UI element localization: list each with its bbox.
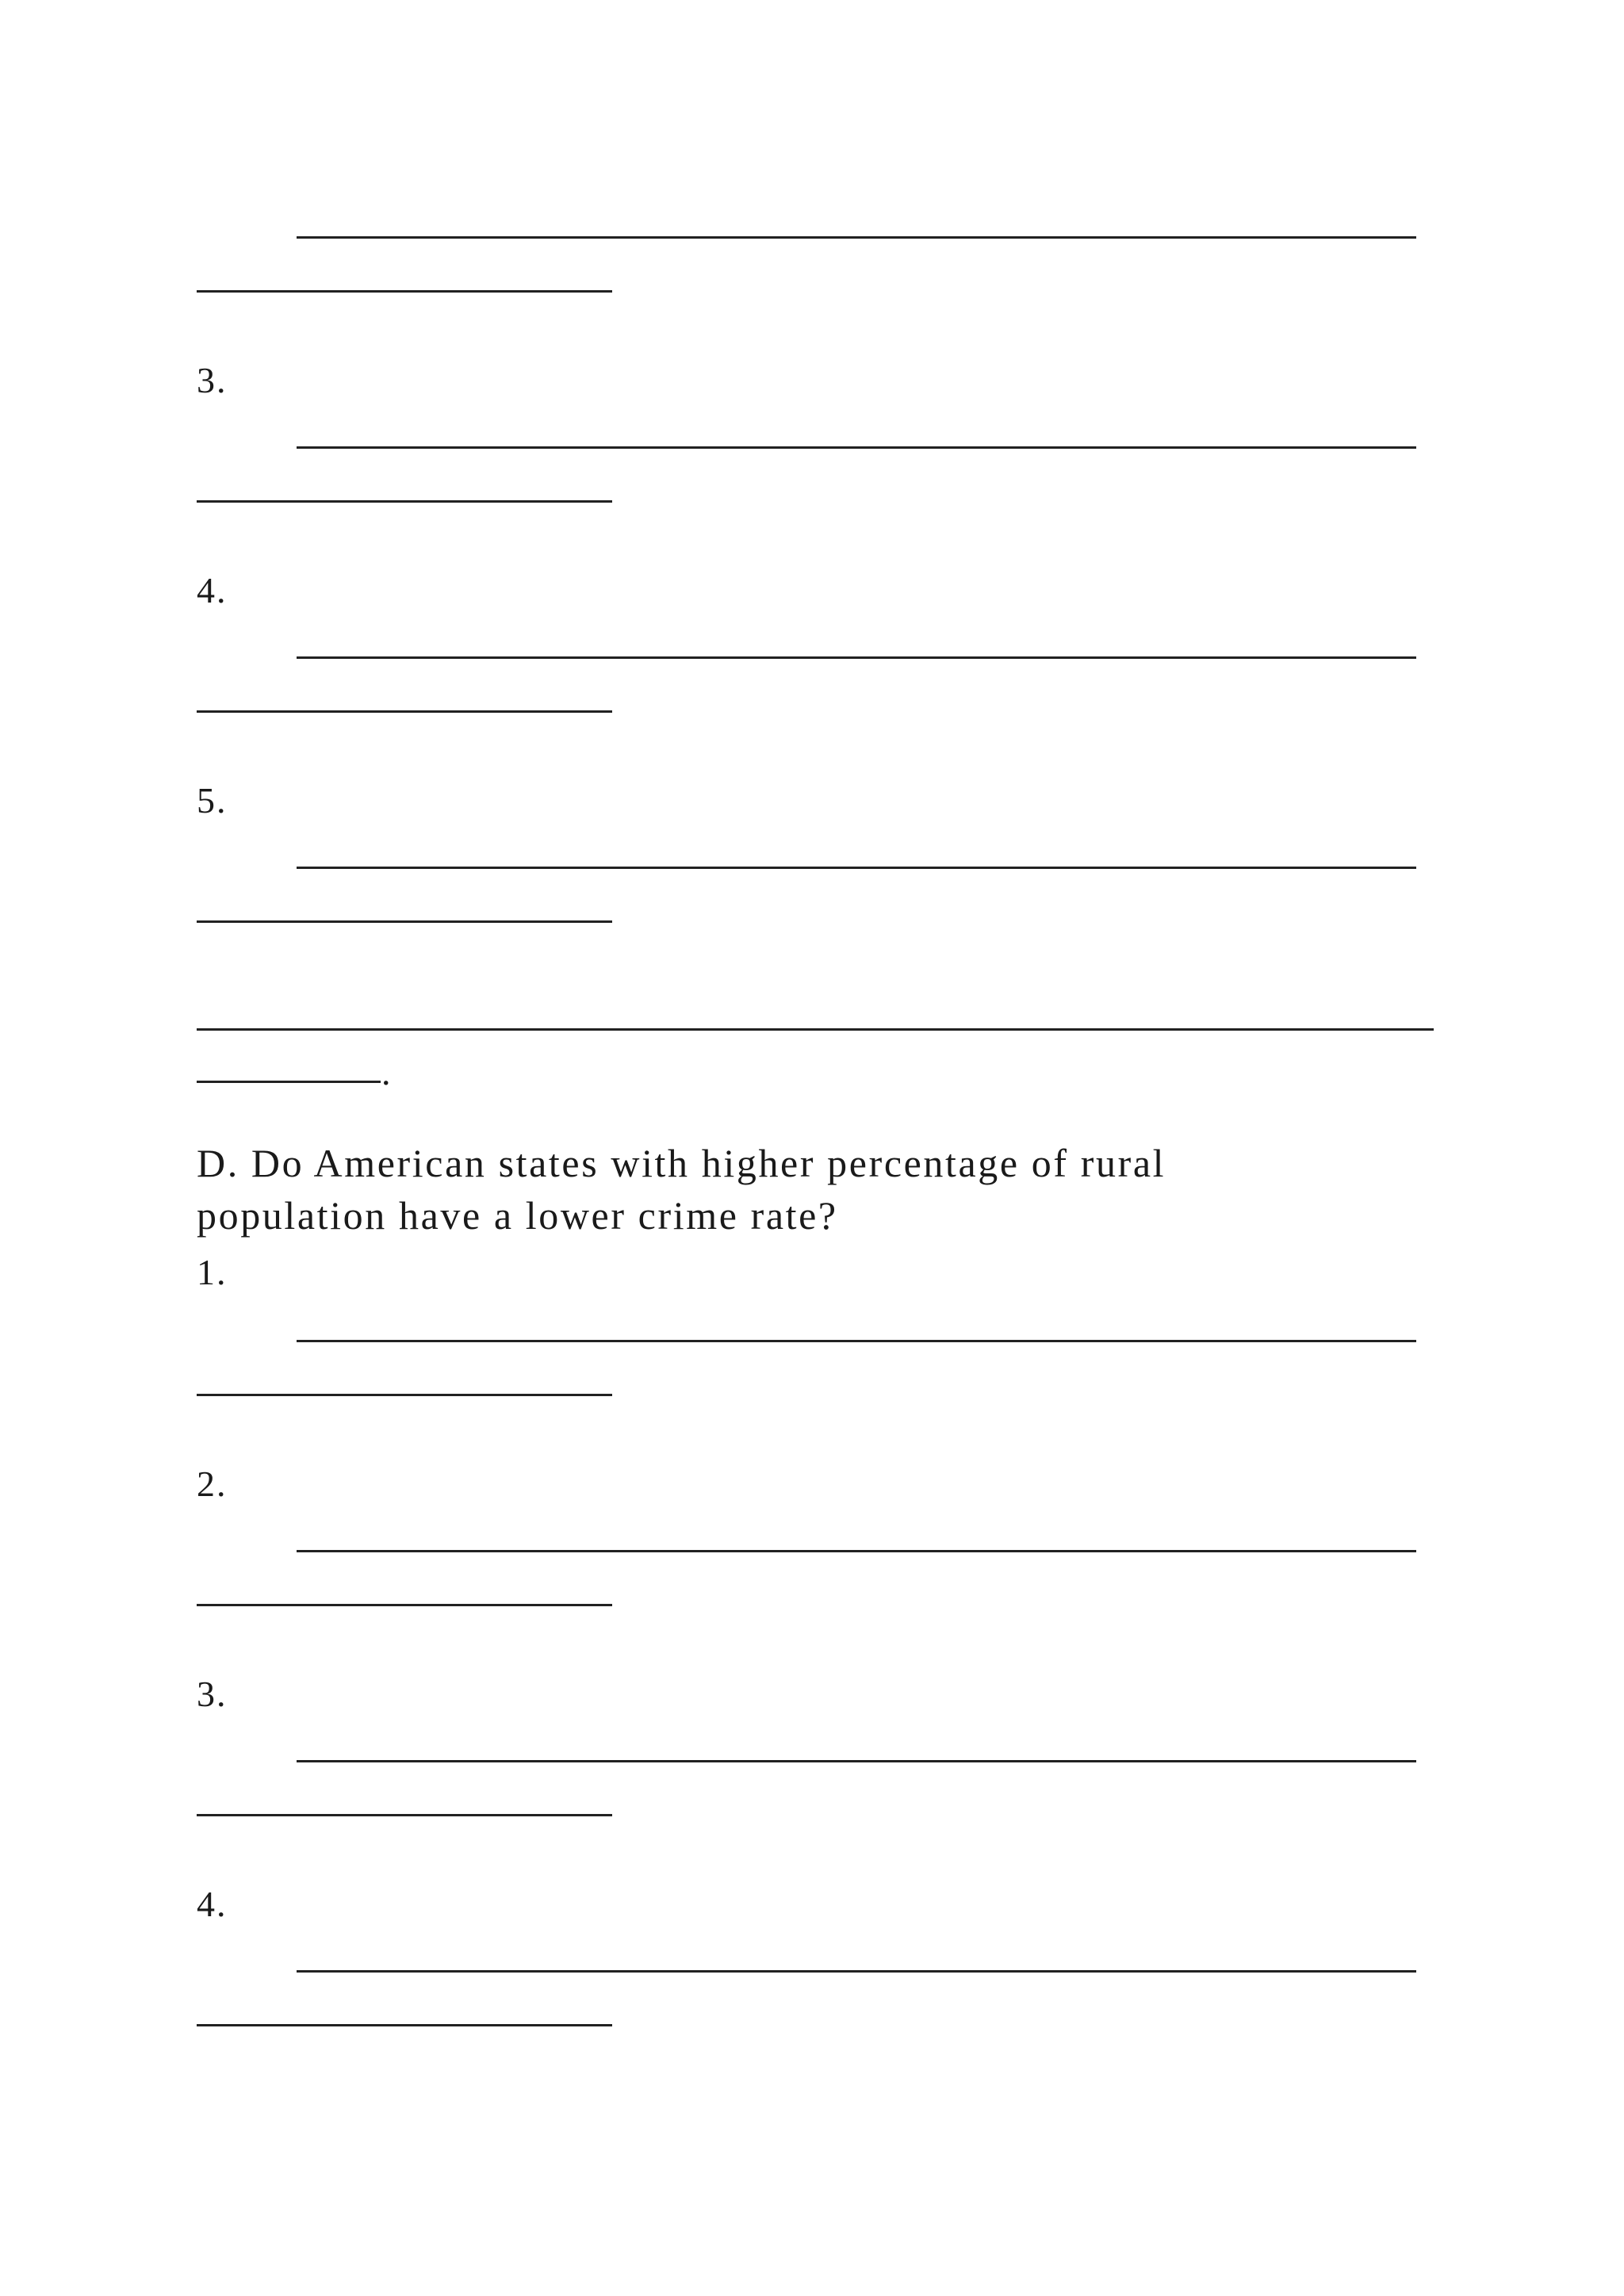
item-number: 1. (197, 1252, 228, 1292)
answer-line-continuation (197, 1394, 612, 1396)
answer-line-continuation (197, 710, 612, 713)
answer-line-indented (297, 656, 1416, 659)
answer-line-continuation (197, 500, 612, 503)
closing-period: . (381, 1052, 391, 1093)
item-number: 2. (197, 1464, 228, 1504)
answer-line-continuation (197, 920, 612, 923)
answer-line-indented (297, 446, 1416, 449)
answer-line-full (197, 1028, 1434, 1031)
item-number: 4. (197, 570, 228, 610)
answer-line-continuation (197, 1814, 612, 1816)
answer-line-continuation (197, 1604, 612, 1606)
answer-line-short (197, 1081, 381, 1083)
item-number: 3. (197, 1674, 228, 1714)
question-d-line-2: population have a lower crime rate? (197, 1193, 838, 1238)
answer-line-indented (297, 1340, 1416, 1342)
answer-line-indented (297, 1970, 1416, 1973)
answer-line-indented (297, 867, 1416, 869)
answer-line-continuation (197, 290, 612, 293)
answer-line-indented (297, 1550, 1416, 1552)
question-d-line-1: D. Do American states with higher percentage of rural (197, 1141, 1166, 1185)
item-number: 4. (197, 1884, 228, 1924)
question-d (197, 1137, 1465, 1242)
answer-line-indented (297, 1760, 1416, 1762)
item-number: 3. (197, 360, 228, 400)
answer-line-continuation (197, 2024, 612, 2026)
item-number: 5. (197, 780, 228, 821)
answer-line-indented (297, 236, 1416, 239)
